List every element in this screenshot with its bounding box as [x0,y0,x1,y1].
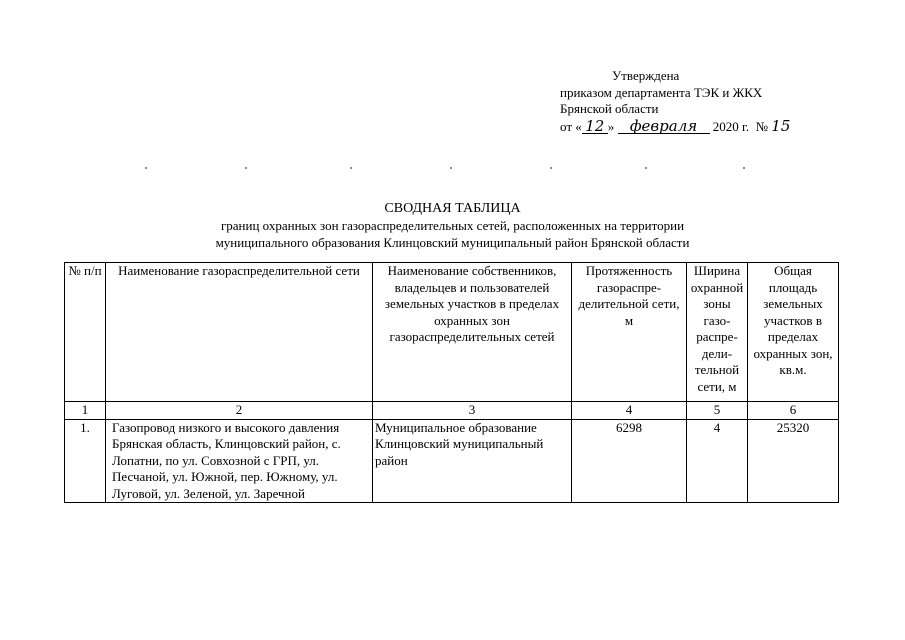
document-subtitle-line1: границ охранных зон газораспределительных сетей, расположенных на территории [220,218,685,233]
column-number: 5 [687,402,748,420]
approval-stamp [560,68,790,135]
network-name-cell [106,419,373,503]
column-number: 2 [106,402,373,420]
approval-date-line [560,118,790,136]
column-number: 6 [748,402,839,420]
approval-order-line: приказом департамента ТЭК и ЖКХ [560,84,763,100]
column-number-row [65,402,839,420]
network-location: Брянская область, Клинцовский район, с. Лопатни, по ул. Совхозной с ГРП, ул. Песчаной, ул. Южной, пер. Южному, ул. Луговой, ул. Зеленой, ул. Заречной [112,436,341,501]
table-header-row [65,263,839,402]
header-zone-width: Ширина охранной зоны газо- распре- дели- тельной сети, м [687,263,748,402]
column-number: 3 [373,402,572,420]
header-total-area: Общая площадь земельных участков в пределах охранных зон, кв.м. [748,263,839,402]
date-prefix: от « [560,118,582,134]
summary-table [64,262,839,503]
document-title: СВОДНАЯ ТАБЛИЦА [384,201,521,216]
document-title-block [0,200,905,251]
owner-cell: Муниципальное образование Клинцовский муниципальный район [373,419,572,503]
date-mid: » [607,118,615,134]
header-row-number: № п/п [65,263,106,402]
header-owners: Наименование собственников, владельцев и пользователей земельных участков в пределах охранных зон газораспределительных сетей [373,263,572,402]
row-number: 1. [65,419,106,503]
column-number: 1 [65,402,106,420]
order-number-handwritten: 15 [771,116,791,135]
header-network-name: Наименование газораспределительной сети [106,263,373,402]
header-length: Протяженность газораспре- делительной сети, м [572,263,687,402]
date-day-handwritten: 12 [582,119,608,134]
number-label: № [755,118,769,134]
column-number: 4 [572,402,687,420]
zone-width-cell: 4 [687,419,748,503]
scan-artifact-dots [145,167,745,171]
length-cell: 6298 [572,419,687,503]
table-row [65,419,839,503]
approval-region-line: Брянской области [560,101,659,116]
document-subtitle-line2: муниципального образования Клинцовский муниципальный район Брянской области [215,235,690,250]
date-year: 2020 г. [712,118,750,134]
approval-title: Утверждена [612,68,680,83]
date-month-handwritten: февраля [618,119,710,134]
network-name: Газопровод низкого и высокого давления [112,419,340,435]
area-cell: 25320 [748,419,839,503]
